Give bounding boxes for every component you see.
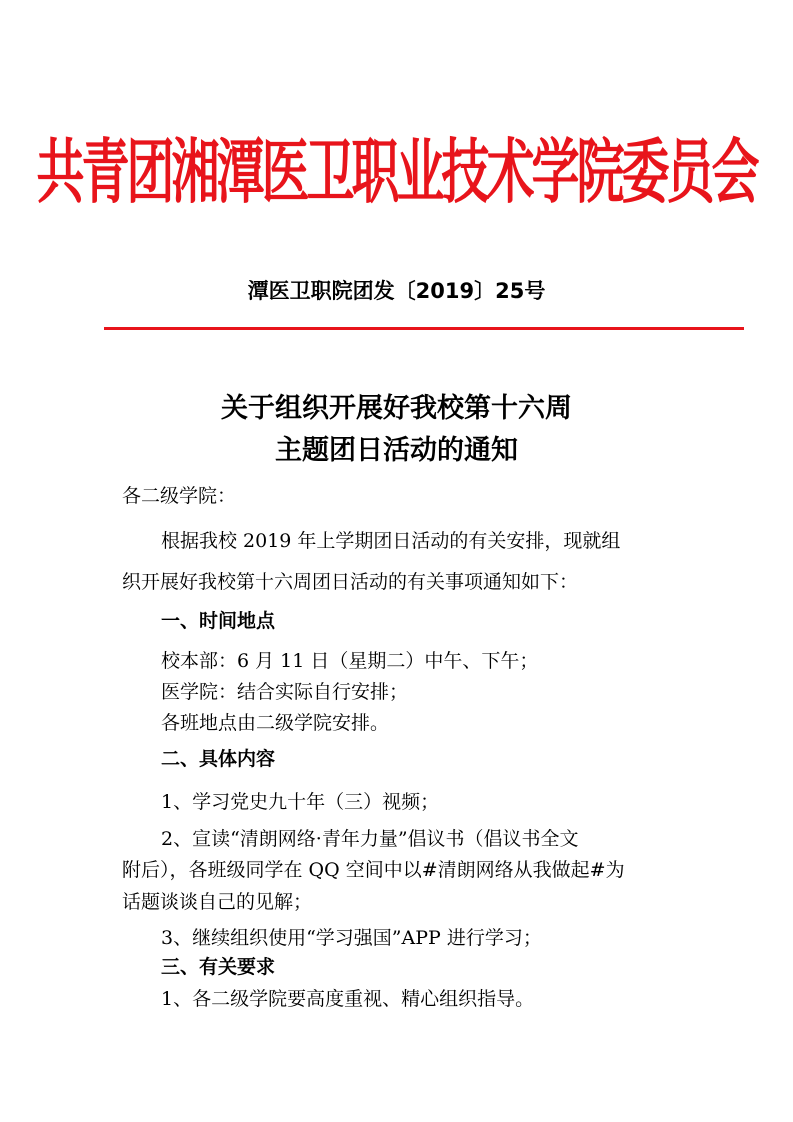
notice-title-line-2: 主题团日活动的通知 [275,435,518,466]
section1-line-1: 校本部：6 月 11 日（星期二）中午、下午； [161,650,539,672]
notice-title-line-1: 关于组织开展好我校第十六周 [221,393,572,424]
section2-item-2-line-2: 附后），各班级同学在 QQ 空间中以#清朗网络从我做起#为 [122,859,625,881]
section-heading-requirements: 三、有关要求 [161,956,276,978]
section1-line-3: 各班地点由二级学院安排。 [161,712,390,734]
salutation: 各二级学院： [122,485,237,507]
section-heading-content: 二、具体内容 [161,748,276,770]
section-heading-time-place: 一、时间地点 [161,610,276,632]
org-header: 共青团湘潭医卫职业技术学院委员会 [36,132,757,214]
section2-item-2-line-3: 话题谈谈自己的见解； [122,891,313,913]
intro-paragraph-line-1: 根据我校 2019 年上学期团日活动的有关安排，现就组 [161,530,621,552]
section2-item-3: 3、继续组织使用“学习强国”APP 进行学习； [161,927,542,949]
section2-item-2-line-1: 2、宣读“清朗网络·青年力量”倡议书（倡议书全文 [161,828,579,850]
document-number: 潭医卫职院团发〔2019〕25号 [247,279,546,303]
section2-item-1: 1、学习党史九十年（三）视频； [161,791,440,813]
section1-line-2: 医学院：结合实际自行安排； [161,681,409,703]
section3-item-1: 1、各二级学院要高度重视、精心组织指导。 [161,988,535,1010]
intro-paragraph-line-2: 织开展好我校第十六周团日活动的有关事项通知如下： [122,571,579,593]
red-divider [104,327,744,330]
